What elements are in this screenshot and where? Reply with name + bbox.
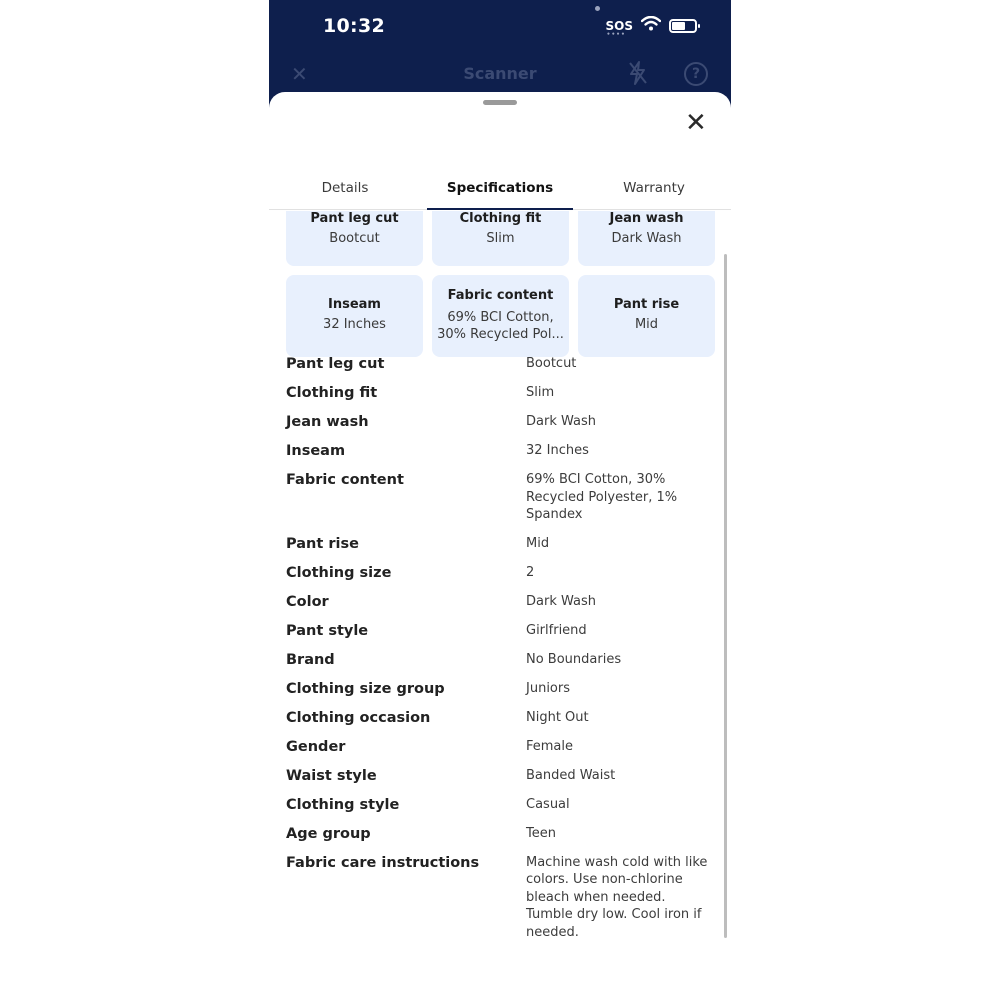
scrollbar[interactable] (724, 254, 727, 938)
tab-specifications[interactable]: Specifications (427, 178, 573, 210)
spec-label: Clothing style (286, 796, 400, 813)
status-time: 10:32 (323, 15, 385, 37)
spec-card (432, 275, 569, 357)
spec-row (286, 564, 716, 582)
spec-label: Gender (286, 738, 346, 755)
spec-value: 2 (526, 564, 535, 580)
spec-row (286, 413, 716, 431)
card-value: Bootcut (329, 231, 380, 246)
spec-label: Clothing fit (286, 385, 378, 401)
spec-row (286, 471, 716, 524)
spec-row (286, 384, 716, 402)
spec-value: Casual (526, 796, 570, 812)
spec-value: Girlfriend (526, 622, 587, 638)
app-title: Scanner (463, 64, 537, 83)
spec-row (286, 442, 716, 460)
spec-label: Jean wash (286, 414, 369, 430)
spec-row (286, 738, 716, 756)
specifications-list (286, 355, 716, 952)
spec-row (286, 680, 716, 698)
spec-row (286, 854, 716, 942)
spec-value: Mid (526, 535, 550, 551)
spec-row (286, 825, 716, 843)
card-key: Pant leg cut (310, 211, 399, 226)
card-key: Pant rise (613, 297, 680, 312)
spec-label: Waist style (286, 767, 377, 784)
tab-bar (269, 178, 731, 210)
spec-card (578, 211, 715, 266)
spec-value: 69% BCI Cotton, 30% Recycled Polyester, 1% Spandex (526, 472, 678, 522)
spec-value: Slim (526, 385, 555, 400)
card-value: Mid (634, 317, 659, 332)
spec-row (286, 535, 716, 553)
spec-label: Inseam (286, 443, 346, 459)
spec-label: Brand (286, 651, 335, 668)
spec-card (432, 211, 569, 266)
card-value: 32 Inches (323, 317, 386, 332)
spec-row (286, 767, 716, 785)
spec-label: Clothing size (286, 564, 392, 581)
app-bar (269, 58, 731, 92)
spec-card (286, 275, 423, 357)
spec-value: No Boundaries (526, 651, 622, 667)
spec-row (286, 796, 716, 814)
close-sheet-icon[interactable]: ✕ (685, 108, 707, 138)
camera-dot (595, 6, 600, 11)
spec-row (286, 622, 716, 640)
spec-value: Bootcut (526, 356, 577, 371)
spec-row (286, 651, 716, 669)
sheet-drag-handle[interactable] (483, 100, 517, 105)
spec-row (286, 593, 716, 611)
spec-value: Female (526, 738, 574, 754)
card-value: Slim (486, 231, 515, 246)
tab-details[interactable]: Details (321, 180, 369, 196)
tab-warranty[interactable]: Warranty (623, 180, 685, 196)
spec-value: Machine wash cold with like colors. Use non-chlorine bleach when needed. Tumble dry low. Cool iron if needed. (526, 854, 708, 940)
card-key: Inseam (328, 297, 381, 312)
card-value-line2: 30% Recycled Pol... (437, 327, 564, 342)
bottom-sheet (269, 92, 731, 1000)
spec-label: Pant leg cut (286, 356, 385, 372)
spec-row (286, 709, 716, 727)
spec-label: Fabric content (286, 472, 404, 488)
status-icons (606, 16, 698, 35)
spec-row (286, 355, 716, 373)
card-value-line1: 69% BCI Cotton, (447, 310, 554, 325)
flash-off-icon[interactable] (627, 60, 649, 90)
spec-label: Fabric care instructions (286, 854, 480, 871)
spec-value: Teen (526, 825, 556, 841)
card-key: Clothing fit (459, 211, 542, 226)
spec-card (578, 275, 715, 357)
phone-screen (269, 0, 731, 1000)
close-icon[interactable]: ✕ (291, 62, 308, 86)
card-key: Jean wash (609, 211, 684, 226)
card-value: Dark Wash (611, 231, 682, 246)
battery-icon (669, 19, 697, 33)
card-key: Fabric content (447, 288, 554, 303)
spec-value: Dark Wash (526, 593, 596, 609)
help-icon[interactable]: ? (684, 62, 708, 86)
spec-value: Banded Waist (526, 767, 616, 783)
sos-indicator: SOS •••• (606, 19, 634, 33)
spec-label: Clothing occasion (286, 709, 431, 726)
spec-label: Color (286, 593, 329, 610)
spec-value: 32 Inches (526, 443, 589, 458)
spec-label: Age group (286, 825, 371, 842)
spec-label: Clothing size group (286, 680, 445, 697)
wifi-icon (641, 16, 661, 35)
spec-value: Dark Wash (526, 414, 596, 429)
specifications-content (269, 211, 731, 1000)
spec-value: Night Out (526, 709, 589, 725)
spec-value: Juniors (526, 680, 570, 696)
spec-card (286, 211, 423, 266)
spec-label: Pant style (286, 622, 369, 639)
spec-label: Pant rise (286, 535, 359, 552)
